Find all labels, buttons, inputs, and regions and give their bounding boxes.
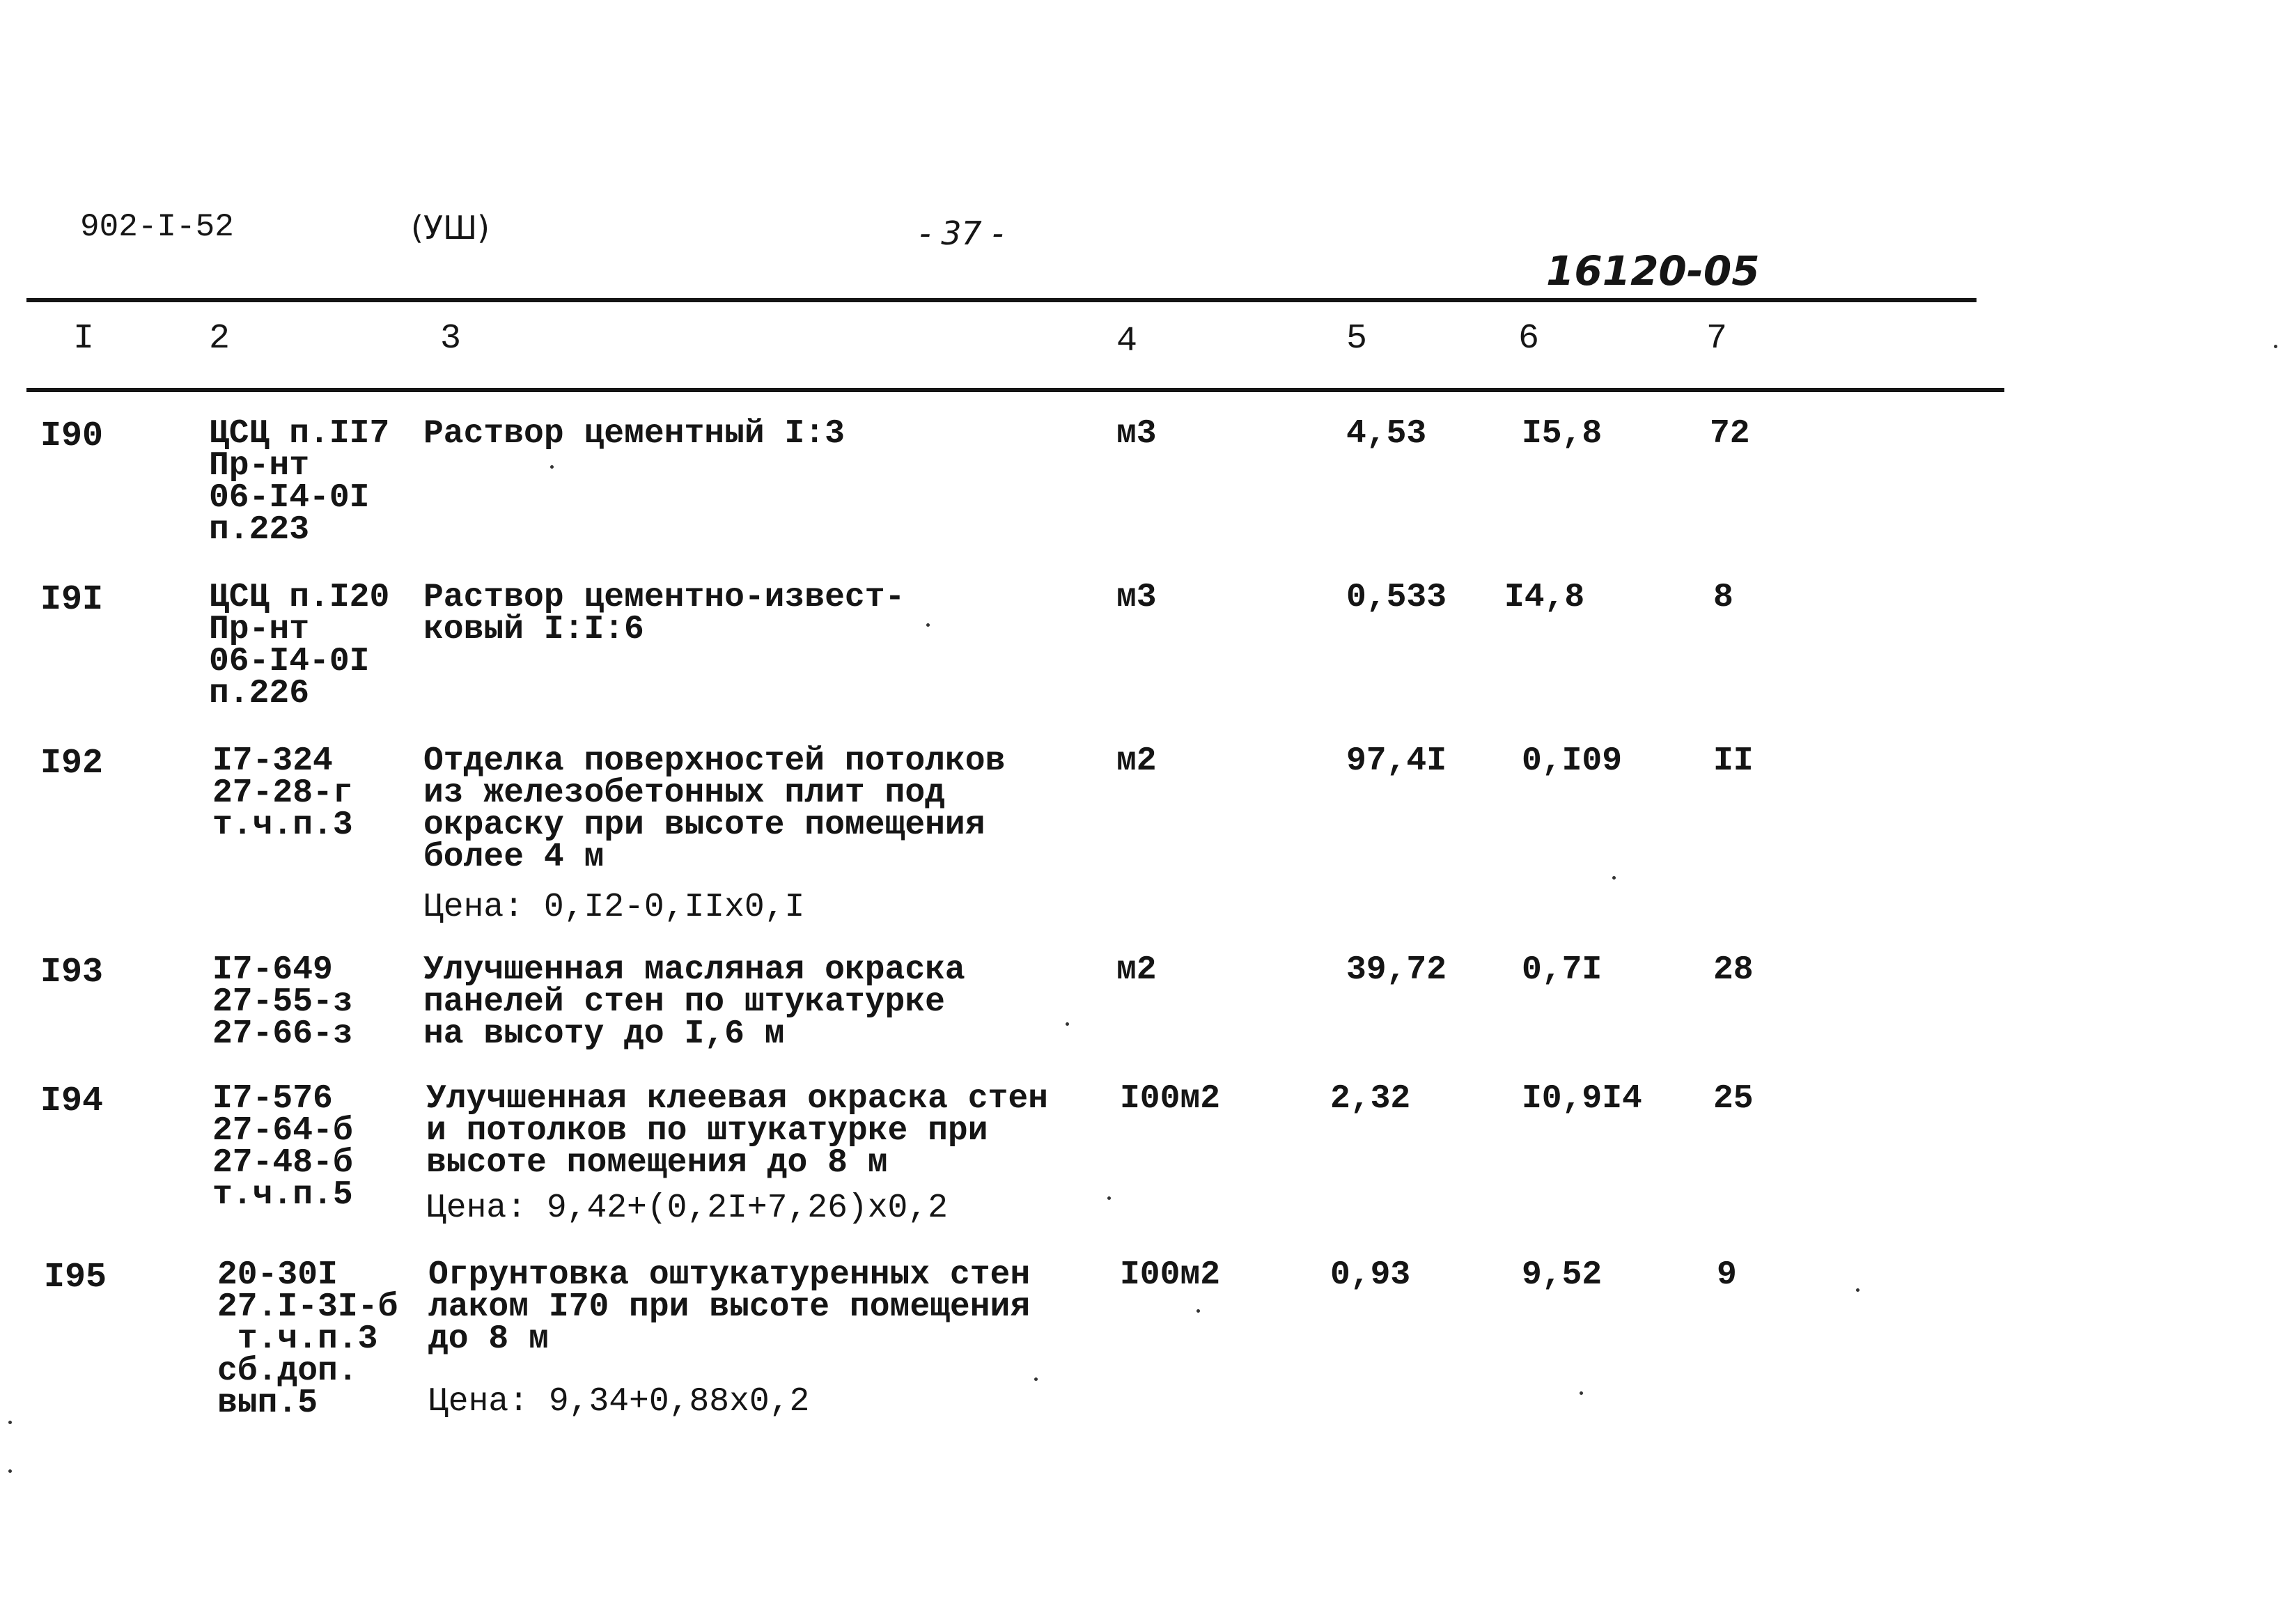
- norm-reference: I7-649 27-55-з 27-66-з: [212, 951, 353, 1053]
- quantity: 4,53: [1346, 415, 1427, 453]
- unit-cost: I4,8: [1504, 579, 1585, 616]
- unit: м2: [1116, 951, 1157, 989]
- row-number: I94: [40, 1082, 104, 1121]
- quantity: 0,533: [1346, 579, 1447, 616]
- quantity: 97,4I: [1346, 742, 1447, 780]
- scan-speck: [8, 1469, 12, 1473]
- unit-cost: 0,7I: [1522, 951, 1603, 989]
- quantity: 39,72: [1346, 951, 1447, 989]
- quantity: 2,32: [1330, 1080, 1411, 1118]
- work-description: Улучшенная масляная окраска панелей стен по штукатурке на высоту до I,6 м: [423, 951, 965, 1053]
- unit: м2: [1116, 742, 1157, 780]
- unit-cost: 9,52: [1522, 1256, 1603, 1294]
- total: 8: [1713, 579, 1733, 616]
- column-header-5: 5: [1346, 319, 1368, 359]
- stamp-label: (УШ): [411, 209, 490, 247]
- total: 9: [1717, 1256, 1737, 1294]
- price-formula: Цена: 9,34+0,88х0,2: [428, 1383, 810, 1421]
- scan-speck: [1856, 1288, 1860, 1292]
- total: 72: [1710, 415, 1750, 453]
- row-number: I9I: [40, 580, 104, 620]
- unit: м3: [1116, 415, 1157, 453]
- price-formula: Цена: 9,42+(0,2I+7,26)х0,2: [426, 1189, 948, 1227]
- scan-speck: [926, 623, 930, 627]
- column-header-7: 7: [1706, 319, 1728, 359]
- work-description: Раствор цементный I:3: [423, 415, 845, 453]
- table-header-rule: [26, 388, 2004, 392]
- column-header-6: 6: [1518, 319, 1540, 359]
- archive-number: 16120-05: [1546, 247, 1760, 295]
- page-number: - 37 -: [919, 214, 1004, 252]
- unit: I00м2: [1120, 1080, 1221, 1118]
- unit-cost: I5,8: [1522, 415, 1603, 453]
- work-description: Отделка поверхностей потолков из железобетонных плит под окраску при высоте помещения более 4 м: [423, 742, 1006, 876]
- total: 28: [1713, 951, 1754, 989]
- unit-cost: I0,9I4: [1522, 1080, 1642, 1118]
- quantity: 0,93: [1330, 1256, 1411, 1294]
- row-number: I92: [40, 744, 104, 783]
- scan-speck: [1107, 1196, 1111, 1200]
- scan-speck: [1580, 1391, 1583, 1395]
- unit: м3: [1116, 579, 1157, 616]
- total: 25: [1713, 1080, 1754, 1118]
- row-number: I93: [40, 953, 104, 992]
- scan-speck: [8, 1421, 12, 1424]
- norm-reference: I7-324 27-28-г т.ч.п.3: [212, 742, 353, 844]
- unit: I00м2: [1120, 1256, 1221, 1294]
- scan-speck: [1196, 1309, 1200, 1313]
- row-number: I90: [40, 416, 104, 456]
- norm-reference: ЦСЦ п.II7 Пр-нт 06-I4-0I п.223: [209, 415, 390, 549]
- column-header-2: 2: [209, 319, 231, 359]
- column-header-3: 3: [440, 319, 462, 359]
- scan-speck: [1034, 1377, 1038, 1381]
- scan-speck: [1612, 876, 1616, 880]
- scan-speck: [1066, 1022, 1069, 1026]
- document-code: 902-I-52: [80, 209, 234, 245]
- work-description: Раствор цементно-извест- ковый I:I:6: [423, 579, 905, 648]
- row-number: I95: [44, 1258, 107, 1297]
- work-description: Улучшенная клеевая окраска стен и потолков по штукатурке при высоте помещения до 8 м: [426, 1080, 1048, 1182]
- scan-speck: [550, 465, 554, 469]
- unit-cost: 0,I09: [1522, 742, 1623, 780]
- norm-reference: ЦСЦ п.I20 Пр-нт 06-I4-0I п.226: [209, 579, 390, 712]
- total: II: [1713, 742, 1754, 780]
- norm-reference: 20-30I 27.I-3I-б т.ч.п.3 сб.доп. вып.5: [217, 1256, 398, 1422]
- column-header-4: 4: [1116, 322, 1138, 361]
- price-formula: Цена: 0,I2-0,IIх0,I: [423, 889, 805, 926]
- scan-speck: [2274, 345, 2277, 348]
- table-top-rule: [26, 298, 1977, 302]
- norm-reference: I7-576 27-64-б 27-48-б т.ч.п.5: [212, 1080, 353, 1214]
- work-description: Огрунтовка оштукатуренных стен лаком I70 при высоте помещения до 8 м: [428, 1256, 1031, 1358]
- column-header-1: I: [73, 319, 95, 359]
